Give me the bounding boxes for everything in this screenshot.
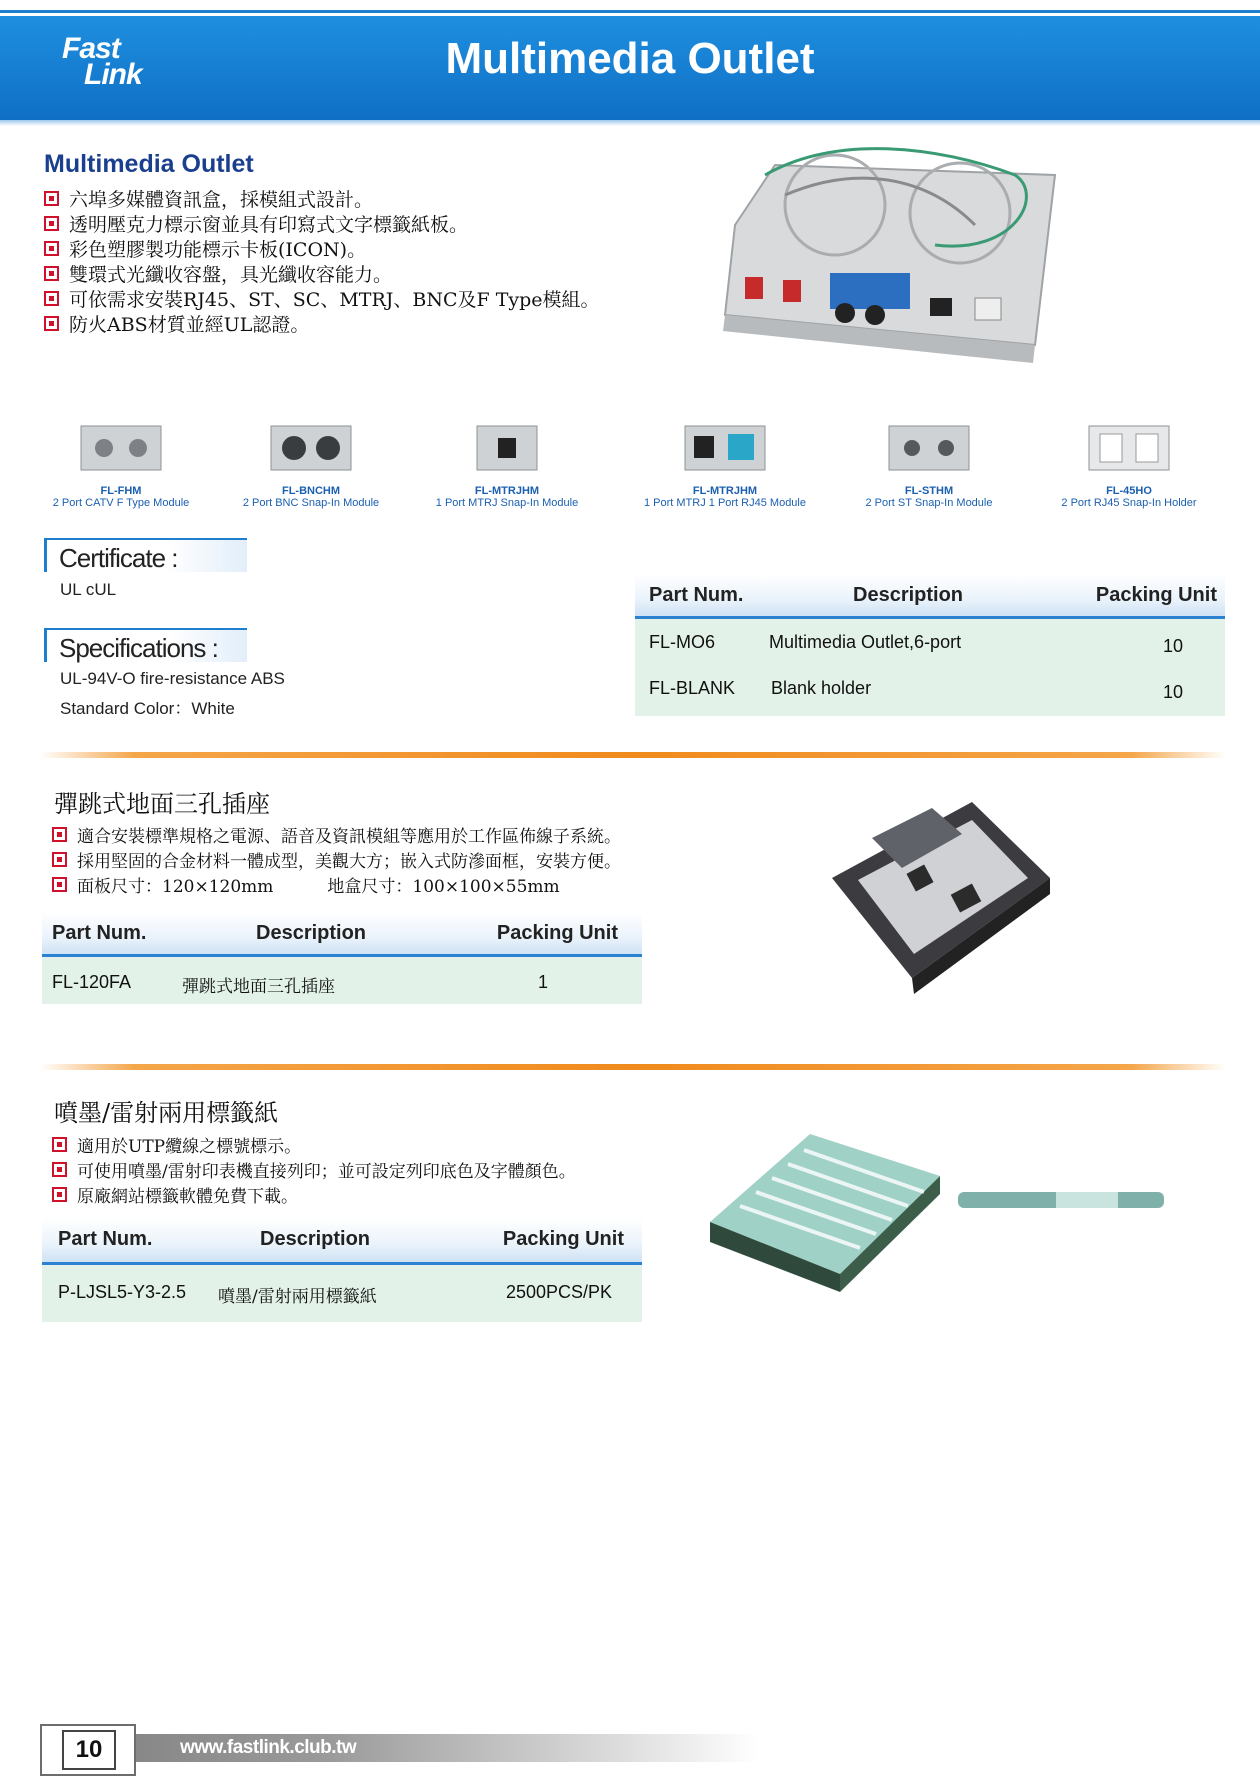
bullet-icon	[44, 191, 59, 206]
module-card	[422, 422, 592, 509]
feature-item: 透明壓克力標示窗並具有印寫式文字標籤紙板。	[44, 211, 600, 236]
module-desc: 2 Port CATV F Type Module	[52, 497, 190, 509]
bullet-icon	[52, 852, 67, 867]
floor-socket-image	[822, 798, 1054, 994]
header-part-num: Part Num.	[58, 1228, 153, 1250]
certificate-heading: Certificate :	[44, 538, 247, 572]
certificate-value: UL cUL	[60, 580, 117, 599]
module-code: FL-45HO	[1106, 485, 1152, 497]
table-cell: 2500PCS/PK	[506, 1282, 613, 1302]
feature-item: 雙環式光纖收容盤，具光纖收容能力。	[44, 261, 600, 286]
bullet-icon	[44, 216, 59, 231]
header-packing-unit: Packing Unit	[1095, 584, 1217, 606]
bullet-icon	[52, 1187, 67, 1202]
module-desc: 1 Port MTRJ Snap-In Module	[435, 497, 579, 509]
module-image	[680, 422, 770, 474]
header-part-num: Part Num.	[649, 584, 744, 606]
bullet-icon	[44, 291, 59, 306]
bullet-icon	[44, 241, 59, 256]
section-title: 噴墨/雷射兩用標籤紙	[54, 1099, 279, 1127]
bullet-icon	[44, 316, 59, 331]
module-desc: 2 Port RJ45 Snap-In Holder	[1061, 497, 1197, 509]
parts-table	[42, 912, 642, 1004]
module-image	[266, 422, 356, 474]
module-image	[1084, 422, 1174, 474]
feature-item: 原廠網站標籤軟體免費下載。	[52, 1182, 576, 1207]
module-code: FL-MTRJHM	[474, 485, 540, 497]
table-cell: 10	[1163, 682, 1184, 702]
module-desc: 1 Port MTRJ 1 Port RJ45 Module	[643, 497, 806, 509]
brand-logo	[62, 32, 182, 98]
header-packing-unit: Packing Unit	[496, 922, 618, 944]
header-part-num: Part Num.	[52, 922, 147, 944]
feature-list	[52, 822, 621, 897]
module-desc: 2 Port BNC Snap-In Module	[242, 497, 380, 509]
module-card	[1044, 422, 1214, 509]
feature-item: 六埠多媒體資訊盒，採模組式設計。	[44, 186, 600, 211]
module-code: FL-FHM	[100, 485, 142, 497]
feature-item: 防火ABS材質並經UL認證。	[44, 311, 600, 336]
module-code: FL-MTRJHM	[692, 485, 758, 497]
parts-table	[635, 574, 1225, 716]
section-divider	[40, 1064, 1226, 1070]
module-code: FL-BNCHM	[281, 485, 341, 497]
label-paper-pack-image	[700, 1124, 944, 1296]
spec-line: UL-94V-O fire-resistance ABS	[60, 669, 285, 688]
table-cell: Multimedia Outlet,6-port	[769, 632, 962, 652]
labeled-cable-image	[956, 1186, 1166, 1214]
feature-item: 適合安裝標準規格之電源、語音及資訊模組等應用於工作區佈線子系統。	[52, 822, 621, 847]
feature-item: 適用於UTP纜線之標號標示。	[52, 1132, 576, 1157]
table-cell: 噴墨/雷射兩用標籤紙	[218, 1287, 377, 1307]
bullet-icon	[44, 266, 59, 281]
section-title: Multimedia Outlet	[44, 150, 254, 178]
bullet-icon	[52, 1137, 67, 1152]
section-divider	[40, 752, 1226, 758]
footer-bar	[40, 1734, 760, 1762]
table-header	[635, 574, 1225, 619]
module-desc: 2 Port ST Snap-In Module	[865, 497, 993, 509]
section-title: 彈跳式地面三孔插座	[54, 790, 270, 818]
module-image	[462, 422, 552, 474]
table-header	[42, 912, 642, 957]
module-image	[884, 422, 974, 474]
module-card	[36, 422, 206, 509]
bullet-icon	[52, 1162, 67, 1177]
bullet-icon	[52, 827, 67, 842]
feature-list	[52, 1132, 576, 1207]
feature-item: 可使用噴墨/雷射印表機直接列印；並可設定列印底色及字體顏色。	[52, 1157, 576, 1182]
header-description: Description	[260, 1228, 371, 1250]
feature-item: 採用堅固的合金材料一體成型，美觀大方；嵌入式防滲面框，安裝方便。	[52, 847, 621, 872]
table-header	[42, 1218, 642, 1265]
header-description: Description	[256, 922, 367, 944]
table-cell: FL-BLANK	[649, 678, 736, 698]
feature-item: 可依需求安裝RJ45、ST、SC、MTRJ、BNC及F Type模組。	[44, 286, 600, 311]
module-image	[76, 422, 166, 474]
parts-table	[42, 1218, 642, 1322]
specifications-heading: Specifications :	[44, 628, 247, 662]
feature-item: 彩色塑膠製功能標示卡板(ICON)。	[44, 236, 600, 261]
module-card	[844, 422, 1014, 509]
module-card	[640, 422, 810, 509]
page-number: 10	[62, 1730, 116, 1770]
feature-item: 面板尺寸：120×120mm 地盒尺寸：100×100×55mm	[52, 872, 621, 897]
page-title: Multimedia Outlet	[445, 34, 815, 83]
website-link[interactable]: www.fastlink.club.tw	[180, 1737, 357, 1758]
bullet-icon	[52, 877, 67, 892]
top-rule	[0, 0, 1260, 13]
table-cell: 彈跳式地面三孔插座	[182, 977, 335, 997]
table-cell: Blank holder	[771, 678, 872, 698]
multimedia-outlet-image	[715, 135, 1060, 385]
logo-line1: Fast	[62, 32, 120, 65]
header-packing-unit: Packing Unit	[502, 1228, 624, 1250]
table-cell: 1	[538, 972, 549, 992]
spec-line: Standard Color：White	[60, 699, 235, 718]
header-description: Description	[853, 584, 964, 606]
table-cell: 10	[1163, 636, 1184, 656]
table-cell: FL-MO6	[649, 632, 716, 652]
table-cell: FL-120FA	[52, 972, 132, 992]
feature-list	[44, 186, 600, 336]
header-shadow	[0, 120, 1260, 126]
table-cell: P-LJSL5-Y3-2.5	[58, 1282, 187, 1302]
module-card	[226, 422, 396, 509]
logo-line2: Link	[84, 58, 142, 91]
module-code: FL-STHM	[904, 485, 954, 497]
